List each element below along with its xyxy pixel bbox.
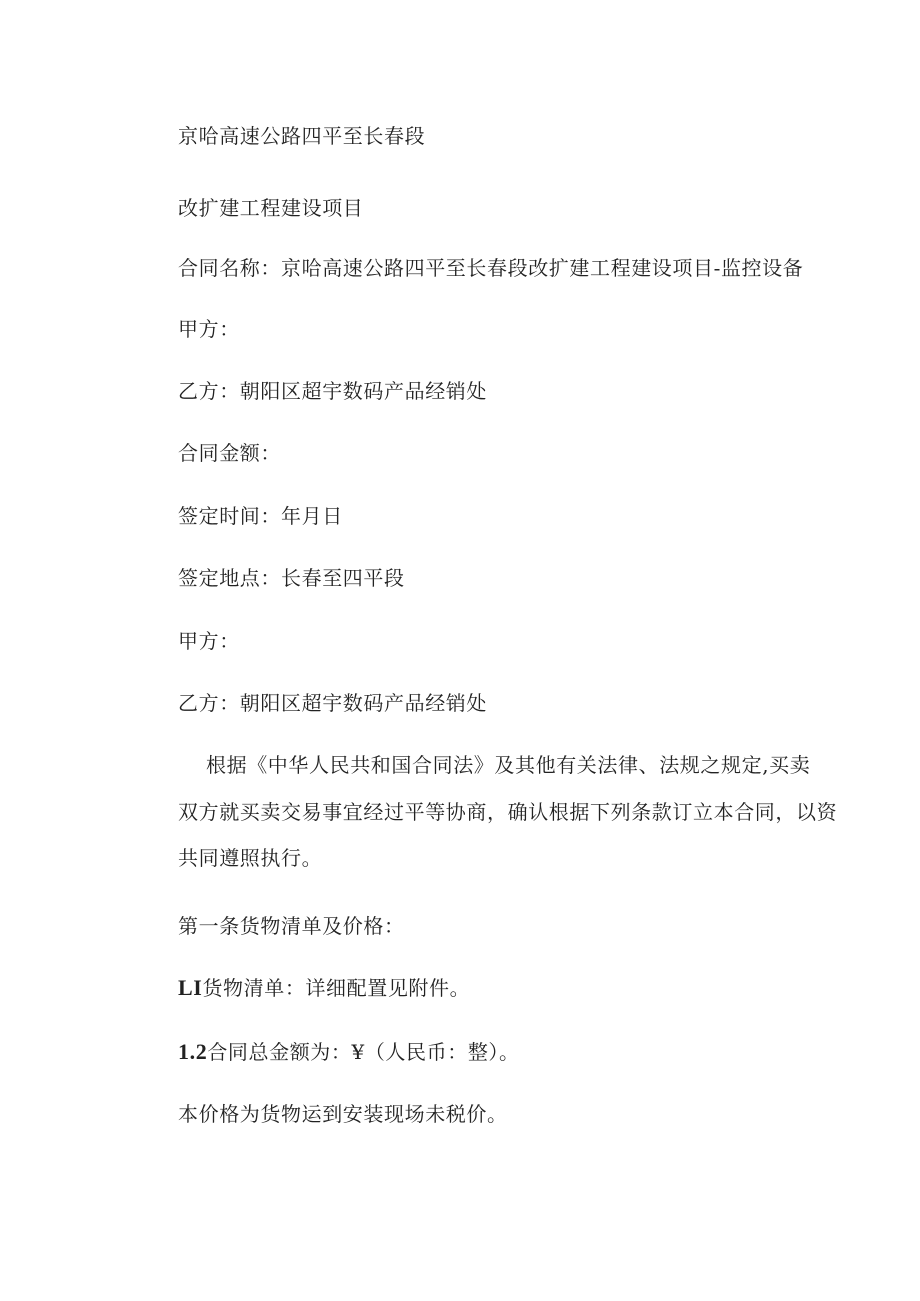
intro-line-3: 共同遵照执行。 xyxy=(178,846,323,870)
item-1-2-text: 合同总金额为：¥（人民币：整）。 xyxy=(207,1040,520,1064)
item-1-1-number: LI xyxy=(178,975,203,1000)
intro-line-1: 根据《中华人民共和国合同法》及其他有关法律、法规之规定,买卖 xyxy=(206,753,811,777)
signing-place: 签定地点：长春至四平段 xyxy=(178,566,405,590)
party-a-second: 甲方： xyxy=(178,629,240,653)
item-1-2-number: 1.2 xyxy=(178,1039,208,1064)
party-b-second: 乙方：朝阳区超宇数码产品经销处 xyxy=(178,691,487,715)
header-line-1: 京哈高速公路四平至长春段 xyxy=(178,124,426,148)
item-1-1 xyxy=(178,976,470,1000)
signing-time: 签定时间：年月日 xyxy=(178,504,343,528)
intro-line-2: 双方就买卖交易事宜经过平等协商，确认根据下列条款订立本合同，以资 xyxy=(178,799,838,824)
article-1-title: 第一条货物清单及价格： xyxy=(178,914,405,938)
intro-paragraph xyxy=(178,742,838,882)
contract-name: 合同名称：京哈高速公路四平至长春段改扩建工程建设项目-监控设备 xyxy=(178,256,804,280)
item-1-1-text: 货物清单：详细配置见附件。 xyxy=(202,976,471,1000)
price-note: 本价格为货物运到安装现场未税价。 xyxy=(178,1102,508,1126)
item-1-2 xyxy=(178,1040,520,1064)
party-a-first: 甲方： xyxy=(178,317,240,341)
header-line-2: 改扩建工程建设项目 xyxy=(178,196,364,220)
party-b-first: 乙方：朝阳区超宇数码产品经销处 xyxy=(178,379,487,403)
contract-amount: 合同金额： xyxy=(178,441,281,465)
